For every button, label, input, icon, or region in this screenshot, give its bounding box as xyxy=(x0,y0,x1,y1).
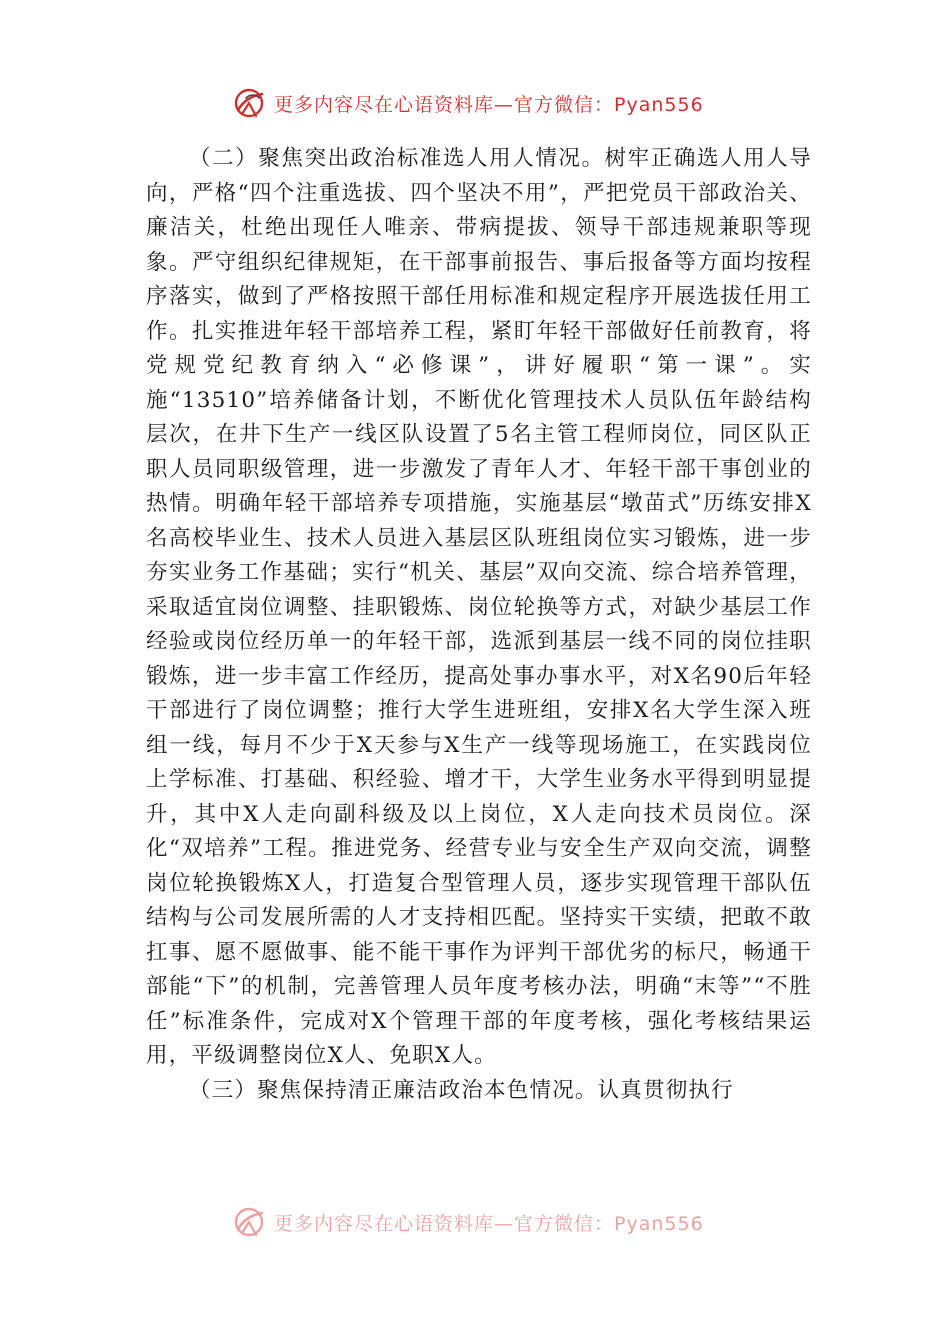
document-body xyxy=(146,142,812,1108)
watermark-footer xyxy=(232,1205,704,1239)
ribbon-logo-icon xyxy=(232,1205,268,1239)
paragraph-section-3: （三）聚焦保持清正廉洁政治本色情况。认真贯彻执行 xyxy=(189,1077,734,1103)
watermark-header xyxy=(232,86,704,120)
ribbon-logo-icon xyxy=(232,86,268,120)
watermark-text: 更多内容尽在心语资料库—官方微信：Pyan556 xyxy=(274,1212,704,1235)
paragraph-section-2: （二）聚焦突出政治标准选人用人情况。树牢正确选人用人导向，严格“四个注重选拔、四个坚决不用”，严把党员干部政治关、廉洁关，杜绝出现任人唯亲、带病提拔、领导干部违规兼职等现象。严守组织纪律规矩，在干部事前报告、事后报备等方面均按程序落实，做到了严格按照干部任用标准和规定程序开展选拔任用工作。扎实推进年轻干部培养工程，紧盯年轻干部做好任前教育，将党规党纪教育纳入“必修课”，讲好履职“第一课”。实施“13510”培养储备计划，不断优化管理技术人员队伍年龄结构层次，在井下生产一线区队设置了5名主管工程师岗位，同区队正职人员同职级管理，进一步激发了青年人才、年轻干部干事创业的热情。明确年轻干部培养专项措施，实施基层“墩苗式”历练安排X名高校毕业生、技术人员进入基层区队班组岗位实习锻炼，进一步夯实业务工作基础；实行“机关、基层”双向交流、综合培养管理，采取适宜岗位调整、挂职锻炼、岗位轮换等方式，对缺少基层工作经验或岗位经历单一的年轻干部，选派到基层一线不同的岗位挂职锻炼，进一步丰富工作经历，提高处事办事水平，对X名90后年轻干部进行了岗位调整；推行大学生进班组，安排X名大学生深入班组一线，每月不少于X天参与X生产一线等现场施工，在实践岗位上学标准、打基础、积经验、增才干，大学生业务水平得到明显提升，其中X人走向副科级及以上岗位，X人走向技术员岗位。深化“双培养”工程。推进党务、经营专业与安全生产双向交流，调整岗位轮换锻炼X人，打造复合型管理人员，逐步实现管理干部队伍结构与公司发展所需的人才支持相匹配。坚持实干实绩，把敢不敢扛事、愿不愿做事、能不能干事作为评判干部优劣的标尺，畅通干部能“下”的机制，完善管理人员年度考核办法，明确“末等”“不胜任”标准条件，完成对X个管理干部的年度考核，强化考核结果运用，平级调整岗位X人、免职X人。 xyxy=(146,146,812,1068)
watermark-text: 更多内容尽在心语资料库—官方微信：Pyan556 xyxy=(274,93,704,116)
